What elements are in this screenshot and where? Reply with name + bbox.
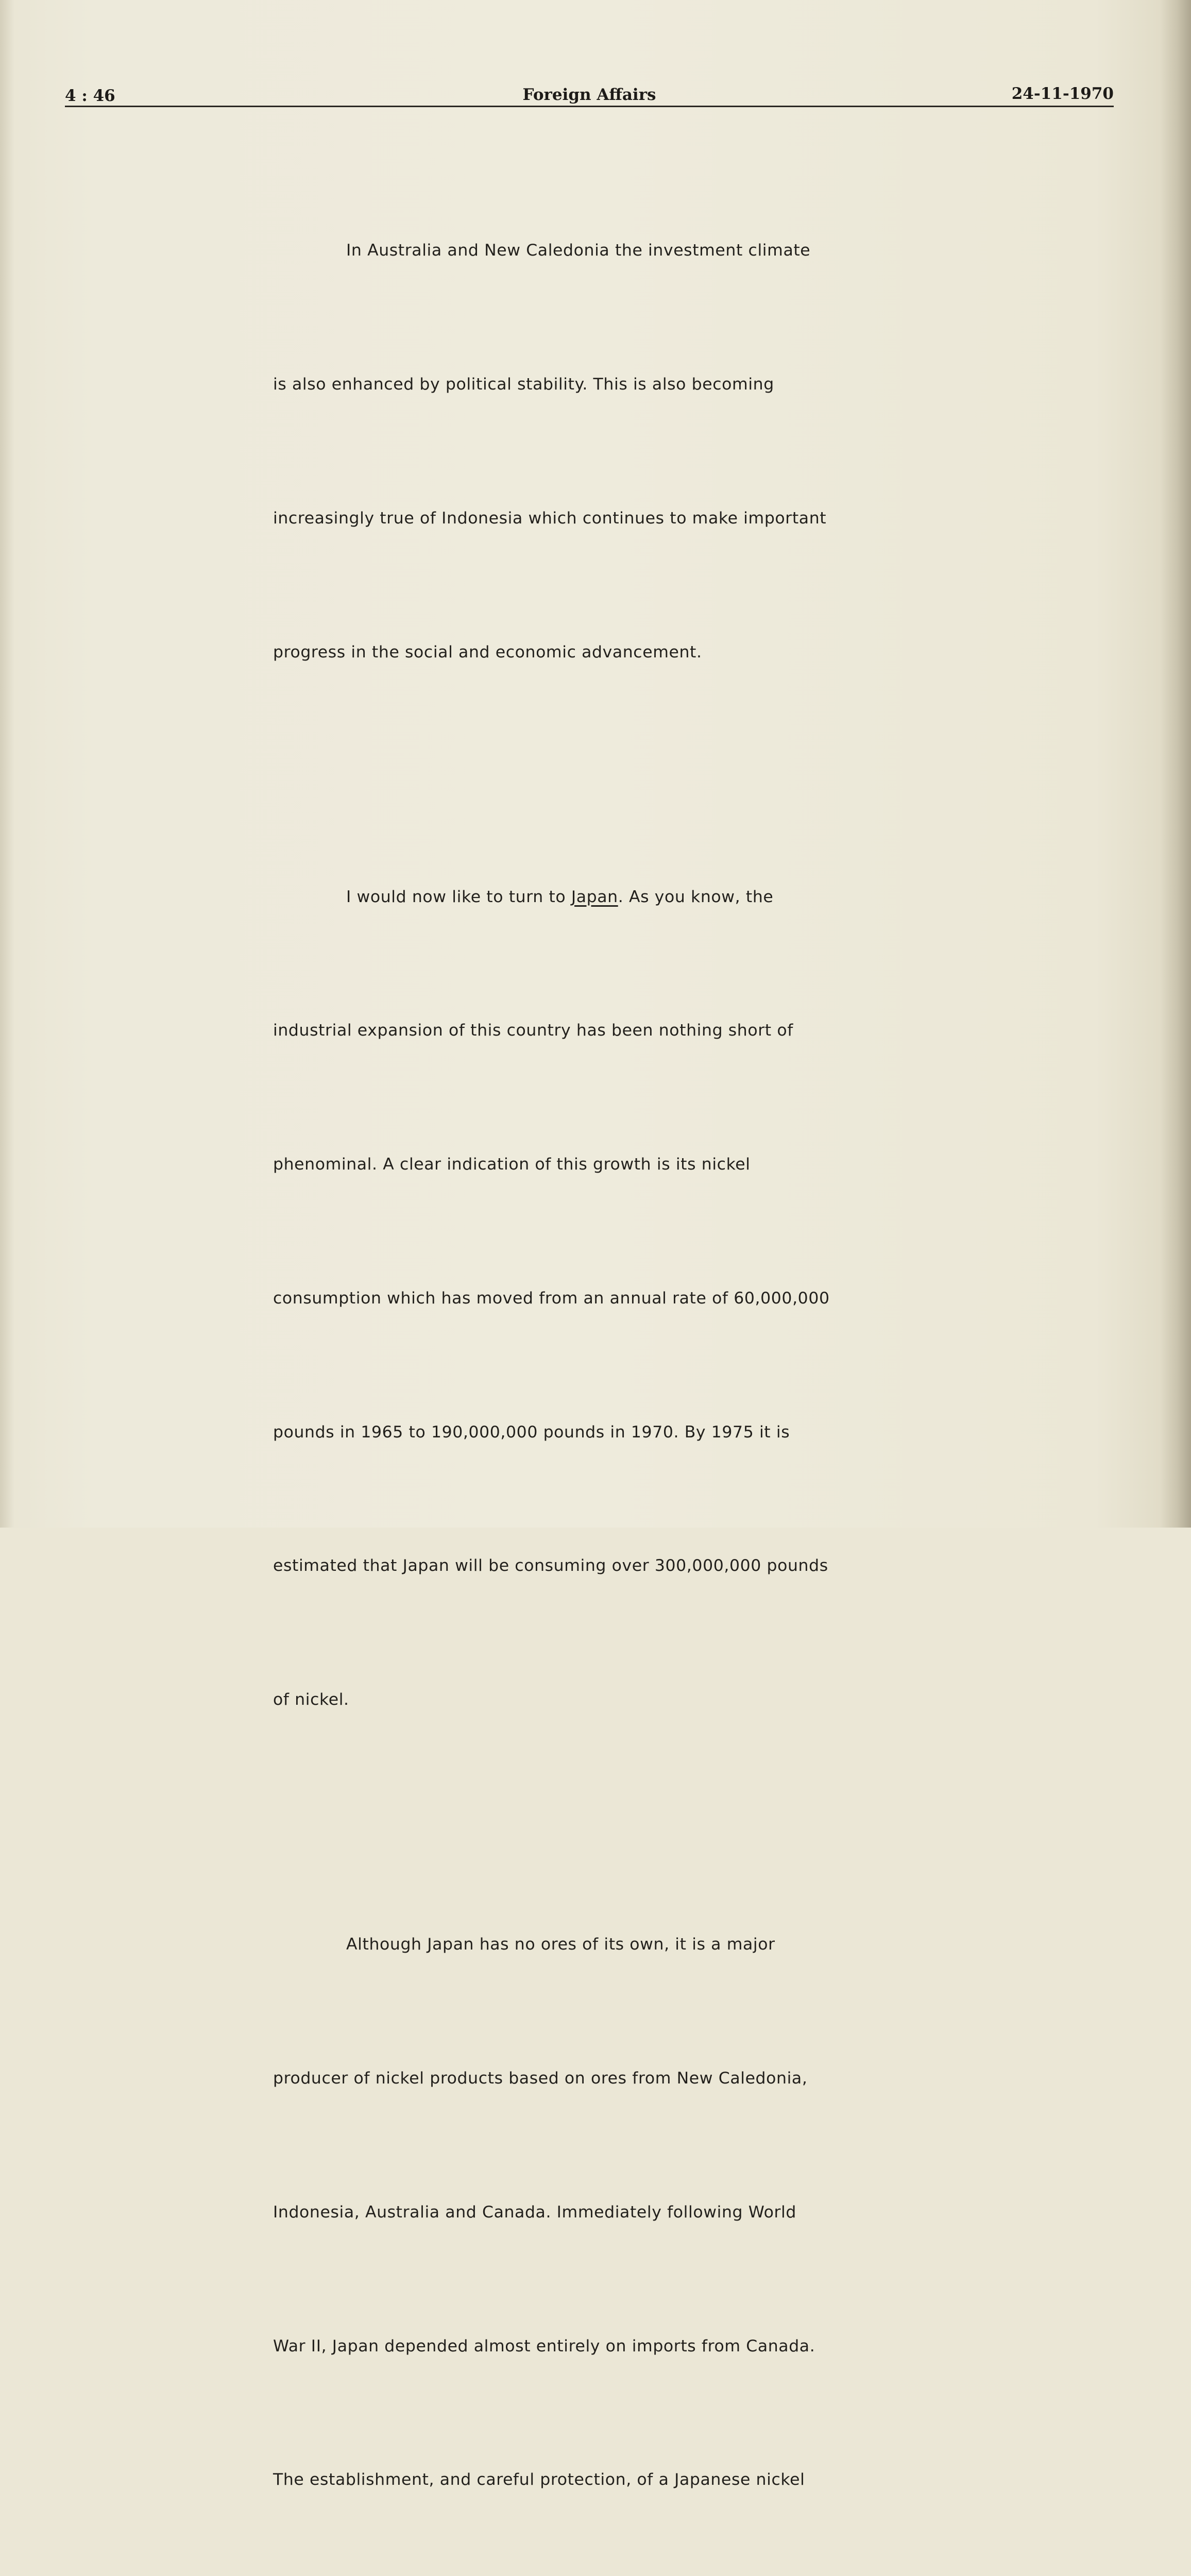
text-line: Indonesia, Australia and Canada. Immediately following World <box>273 2202 796 2222</box>
text-line: increasingly true of Indonesia which continues to make important <box>273 509 827 528</box>
text-line: estimated that Japan will be consuming over 300,000,000 pounds <box>273 1556 828 1575</box>
text-line: progress in the social and economic advancement. <box>273 642 702 662</box>
page-left-edge-shadow <box>0 0 14 1528</box>
paragraph-australia <box>273 139 922 764</box>
body-text <box>273 139 922 2576</box>
text-line: is also enhanced by political stability. This is also becoming <box>273 375 774 394</box>
text-line: pounds in 1965 to 190,000,000 pounds in 1970. By 1975 it is <box>273 1422 790 1442</box>
underlined-japan: Japan <box>571 887 618 906</box>
text-line: The establishment, and careful protection, of a Japanese nickel <box>273 2470 805 2489</box>
page-number: 4 : 46 <box>65 87 115 105</box>
page-right-edge-shadow <box>1160 0 1191 1528</box>
paragraph-japan-growth <box>273 785 922 1811</box>
text-line <box>273 875 922 920</box>
text-line: War II, Japan depended almost entirely on imports from Canada. <box>273 2336 815 2355</box>
header-date: 24-11-1970 <box>1011 84 1114 103</box>
text-line: industrial expansion of this country has been nothing short of <box>273 1021 793 1040</box>
running-header <box>65 82 1114 108</box>
text-line: In Australia and New Caledonia the investment climate <box>346 241 811 260</box>
text-line: of nickel. <box>273 1690 349 1709</box>
text-fragment: I would now like to turn to <box>346 887 571 906</box>
text-line: Although Japan has no ores of its own, it is a major <box>346 1935 775 1954</box>
text-line: phenominal. A clear indication of this growth is its nickel <box>273 1155 751 1174</box>
header-rule <box>65 106 1114 107</box>
paragraph-japan-industry <box>273 1833 922 2576</box>
text-fragment: . As you know, the <box>618 887 774 906</box>
section-title: Foreign Affairs <box>522 86 656 104</box>
text-line: producer of nickel products based on ores from New Caledonia, <box>273 2069 808 2088</box>
text-line: consumption which has moved from an annual rate of 60,000,000 <box>273 1289 830 1308</box>
